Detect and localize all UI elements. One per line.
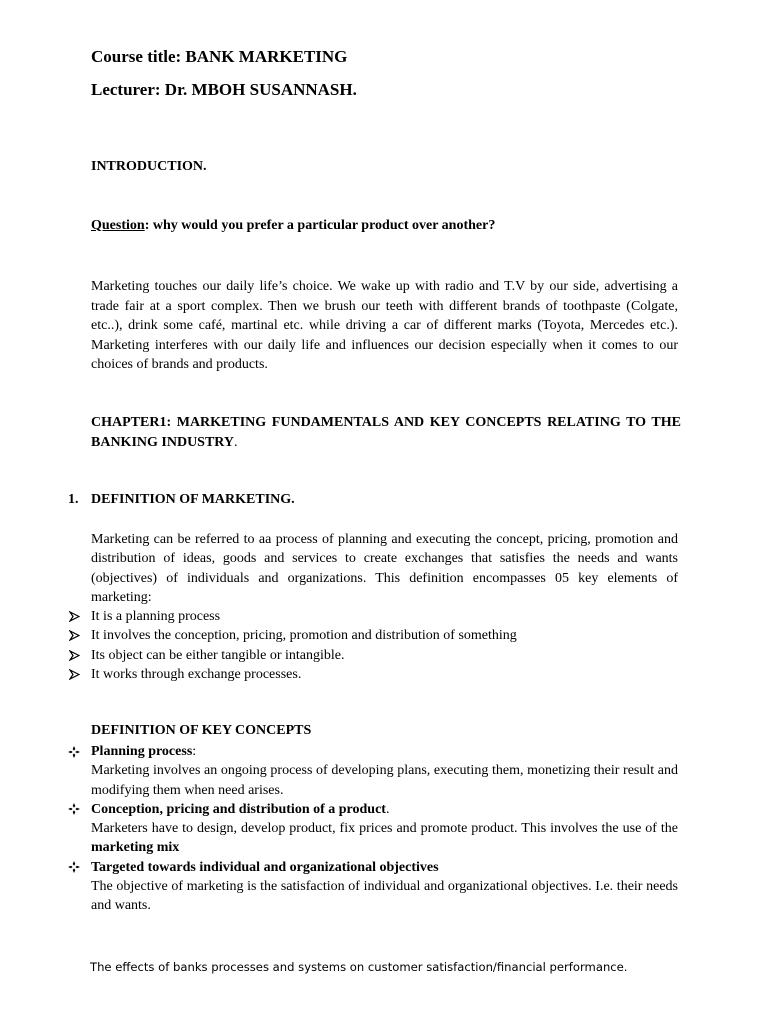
definition-heading: DEFINITION OF MARKETING. xyxy=(91,492,295,507)
arrow-bullet-icon xyxy=(67,607,81,626)
introduction-paragraph: Marketing touches our daily life’s choice. We wake up with radio and T.V by our side, advertising a trade fair at a sport complex. Then we brush our teeth with different brands of toothpaste (Colgate, etc..), drink some café, martinal etc. while driving a car of different marks (Toyota, Mercedes etc.). Marketing interferes with our daily life and influences our decision especially when it comes to our choices of brands and products. xyxy=(91,279,678,372)
bullet-text: It involves the conception, pricing, promotion and distribution of something xyxy=(91,628,517,644)
diamond-bullet-icon xyxy=(67,800,81,819)
list-item xyxy=(91,646,691,665)
diamond-bullet-icon xyxy=(67,742,81,761)
bullet-text: It works through exchange processes. xyxy=(91,666,302,682)
definition-bullet-list xyxy=(91,607,691,684)
question-label: Question xyxy=(91,218,145,233)
concept-title-text: Targeted towards individual and organizational objectives xyxy=(91,859,439,875)
question-line xyxy=(91,218,495,234)
arrow-bullet-icon xyxy=(67,626,81,645)
bullet-text: It is a planning process xyxy=(91,609,221,624)
key-concepts-list xyxy=(91,742,678,916)
concept-title-text: Planning process xyxy=(91,744,193,759)
concept-body-text: Marketers have to design, develop product, fix prices and promote product. This involves the use of the xyxy=(91,821,678,837)
list-item xyxy=(91,665,691,684)
concept-body-bold: marketing mix xyxy=(91,840,180,856)
concept-title xyxy=(91,800,678,819)
concept-body xyxy=(91,877,678,916)
question-text: : why would you prefer a particular product over another? xyxy=(144,218,496,233)
concept-body xyxy=(91,761,678,800)
introduction-heading: INTRODUCTION. xyxy=(91,159,207,174)
chapter-heading-suffix: . xyxy=(234,435,238,450)
list-item xyxy=(91,607,691,626)
definition-number: 1. xyxy=(68,492,79,507)
bullet-text: Its object can be either tangible or intangible. xyxy=(91,647,345,663)
concept-title-text: Conception, pricing and distribution of a product xyxy=(91,801,386,817)
arrow-bullet-icon xyxy=(67,665,81,684)
diamond-bullet-icon xyxy=(67,858,81,877)
concept-title xyxy=(91,858,678,877)
chapter-heading-text: CHAPTER1: MARKETING FUNDAMENTALS AND KEY CONCEPTS RELATING TO THE BANKING INDUSTRY xyxy=(91,415,681,450)
concept-body-text: Marketing involves an ongoing process of developing plans, executing them, monetizing their result and modifying them when need arises. xyxy=(91,763,678,798)
list-item xyxy=(91,626,691,645)
chapter-heading xyxy=(91,413,681,453)
concept-title xyxy=(91,742,678,761)
key-concepts-heading: DEFINITION OF KEY CONCEPTS xyxy=(91,723,312,738)
concept-title-suffix: : xyxy=(192,744,197,759)
footer-note: The effects of banks processes and systems on customer satisfaction/financial performance. xyxy=(90,960,628,974)
lecturer-name: Lecturer: Dr. MBOH SUSANNASH. xyxy=(91,80,357,99)
course-title: Course title: BANK MARKETING xyxy=(91,47,348,66)
concept-body xyxy=(91,819,678,858)
concept-title-suffix: . xyxy=(385,801,390,817)
arrow-bullet-icon xyxy=(67,646,81,665)
concept-body-text: The objective of marketing is the satisfaction of individual and organizational objectives. I.e. their needs and wants. xyxy=(91,879,678,914)
definition-paragraph: Marketing can be referred to aa process of planning and executing the concept, pricing, promotion and distribution of ideas, goods and services to create exchanges that satisfies the needs and wants (objectives) of individuals and organizations. This definition encompasses 05 key elements of marketing: xyxy=(91,532,678,605)
